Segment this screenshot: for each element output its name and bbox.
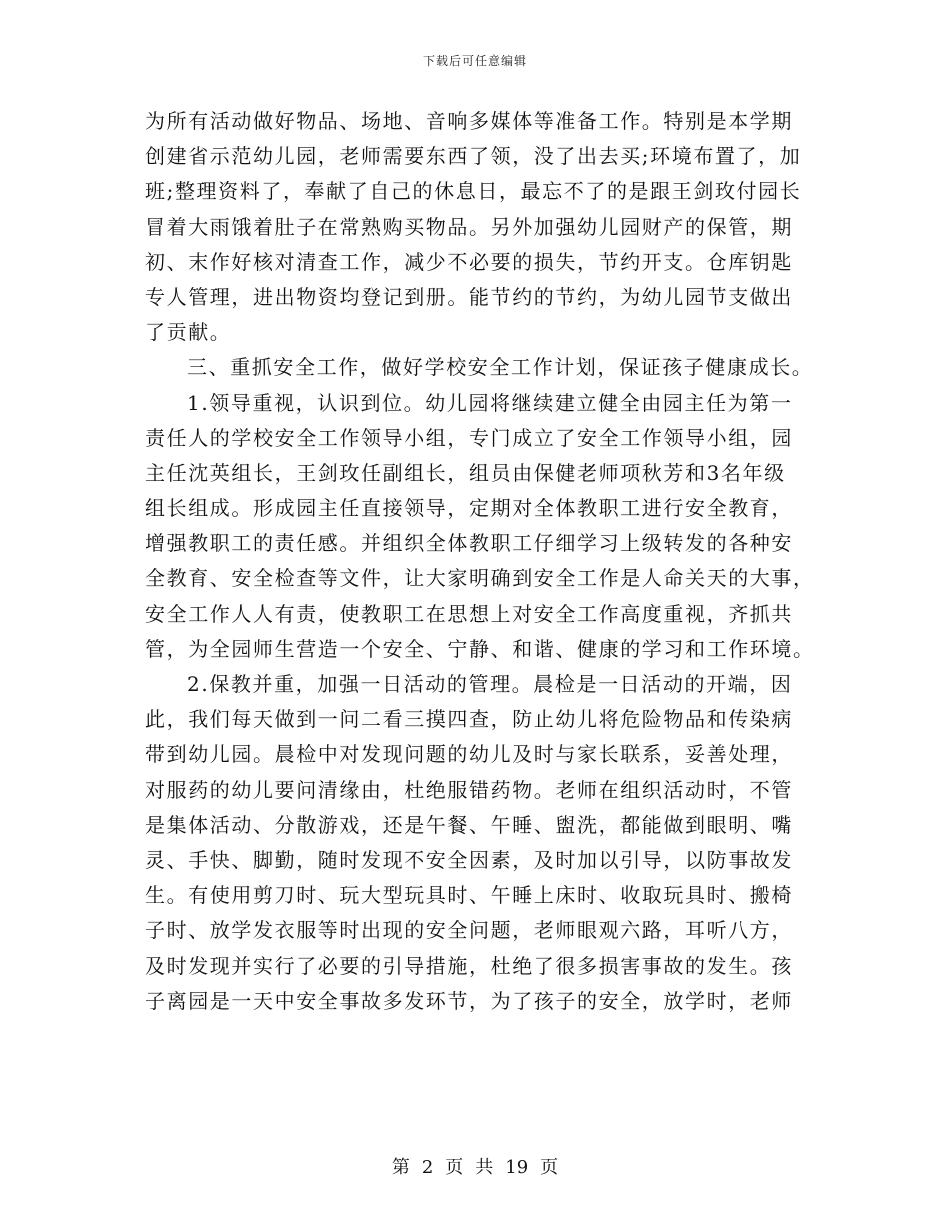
text-line: 安全工作人人有责，使教职工在思想上对安全工作高度重视，齐抓共 [145, 601, 793, 626]
text-line: 及时发现并实行了必要的引导措施，杜绝了很多损害事故的发生。孩 [145, 953, 793, 978]
text-line: 管，为全园师生营造一个安全、宁静、和谐、健康的学习和工作环境。 [145, 636, 815, 661]
paragraph-start-line: 2.保教并重，加强一日活动的管理。晨检是一日活动的开端，因 [187, 672, 793, 696]
section-heading: 三、重抓安全工作，做好学校安全工作计划，保证孩子健康成长。 [187, 355, 814, 380]
text-line: 组长组成。形成园主任直接领导，定期对全体教职工进行安全教育， [145, 496, 793, 521]
text-line: 带到幼儿园。晨检中对发现问题的幼儿及时与家长联系，妥善处理， [145, 742, 793, 767]
text-line: 责任人的学校安全工作领导小组，专门成立了安全工作领导小组，园 [145, 425, 793, 450]
text-line: 为所有活动做好物品、场地、音响多媒体等准备工作。特别是本学期 [145, 109, 793, 133]
text-line: 子时、放学发衣服等时出现的安全问题，老师眼观六路，耳听八方， [145, 918, 793, 943]
text-line: 对服药的幼儿要问清缘由，杜绝服错药物。老师在组织活动时，不管 [145, 777, 793, 802]
body-text [145, 104, 815, 1019]
paragraph-start-line: 1.领导重视，认识到位。幼儿园将继续建立健全由园主任为第一 [187, 390, 793, 415]
footer-total-word: 共 [475, 1157, 494, 1178]
text-line: 是集体活动、分散游戏，还是午餐、午睡、盥洗，都能做到眼明、嘴 [145, 812, 793, 837]
text-line: 冒着大雨饿着肚子在常熟购买物品。另外加强幼儿园财产的保管，期 [145, 214, 793, 239]
text-line: 生。有使用剪刀时、玩大型玩具时、午睡上床时、收取玩具时、搬椅 [145, 883, 793, 908]
text-line: 班;整理资料了，奉献了自己的休息日，最忘不了的是跟王剑玫付园长 [145, 179, 802, 204]
text-line: 子离园是一天中安全事故多发环节，为了孩子的安全，放学时，老师 [145, 988, 793, 1013]
total-pages: 19 [505, 1157, 529, 1178]
page-header: 下载后可任意编辑 [422, 54, 527, 68]
page-number: 2 [421, 1157, 434, 1178]
text-line: 此，我们每天做到一问二看三摸四查，防止幼儿将危险物品和传染病 [145, 707, 793, 732]
text-line: 全教育、安全检查等文件，让大家明确到安全工作是人命关天的大事， [145, 566, 815, 591]
text-line: 灵、手快、脚勤，随时发现不安全因素，及时加以引导，以防事故发 [145, 847, 793, 872]
text-line: 主任沈英组长，王剑玫任副组长，组员由保健老师项秋芳和3名年级 [145, 460, 786, 485]
page-footer [0, 1153, 950, 1179]
footer-suffix: 页 [540, 1157, 559, 1178]
footer-prefix: 第 [391, 1157, 410, 1178]
text-line: 了贡献。 [145, 320, 232, 345]
text-line: 专人管理，进出物资均登记到册。能节约的节约，为幼儿园节支做出 [145, 284, 793, 309]
footer-page-word: 页 [445, 1157, 464, 1178]
text-line: 增强教职工的责任感。并组织全体教职工仔细学习上级转发的各种安 [145, 531, 793, 556]
text-line: 创建省示范幼儿园，老师需要东西了领，没了出去买;环境布置了，加 [145, 144, 802, 169]
text-line: 初、末作好核对清查工作，减少不必要的损失，节约开支。仓库钥匙 [145, 249, 793, 274]
